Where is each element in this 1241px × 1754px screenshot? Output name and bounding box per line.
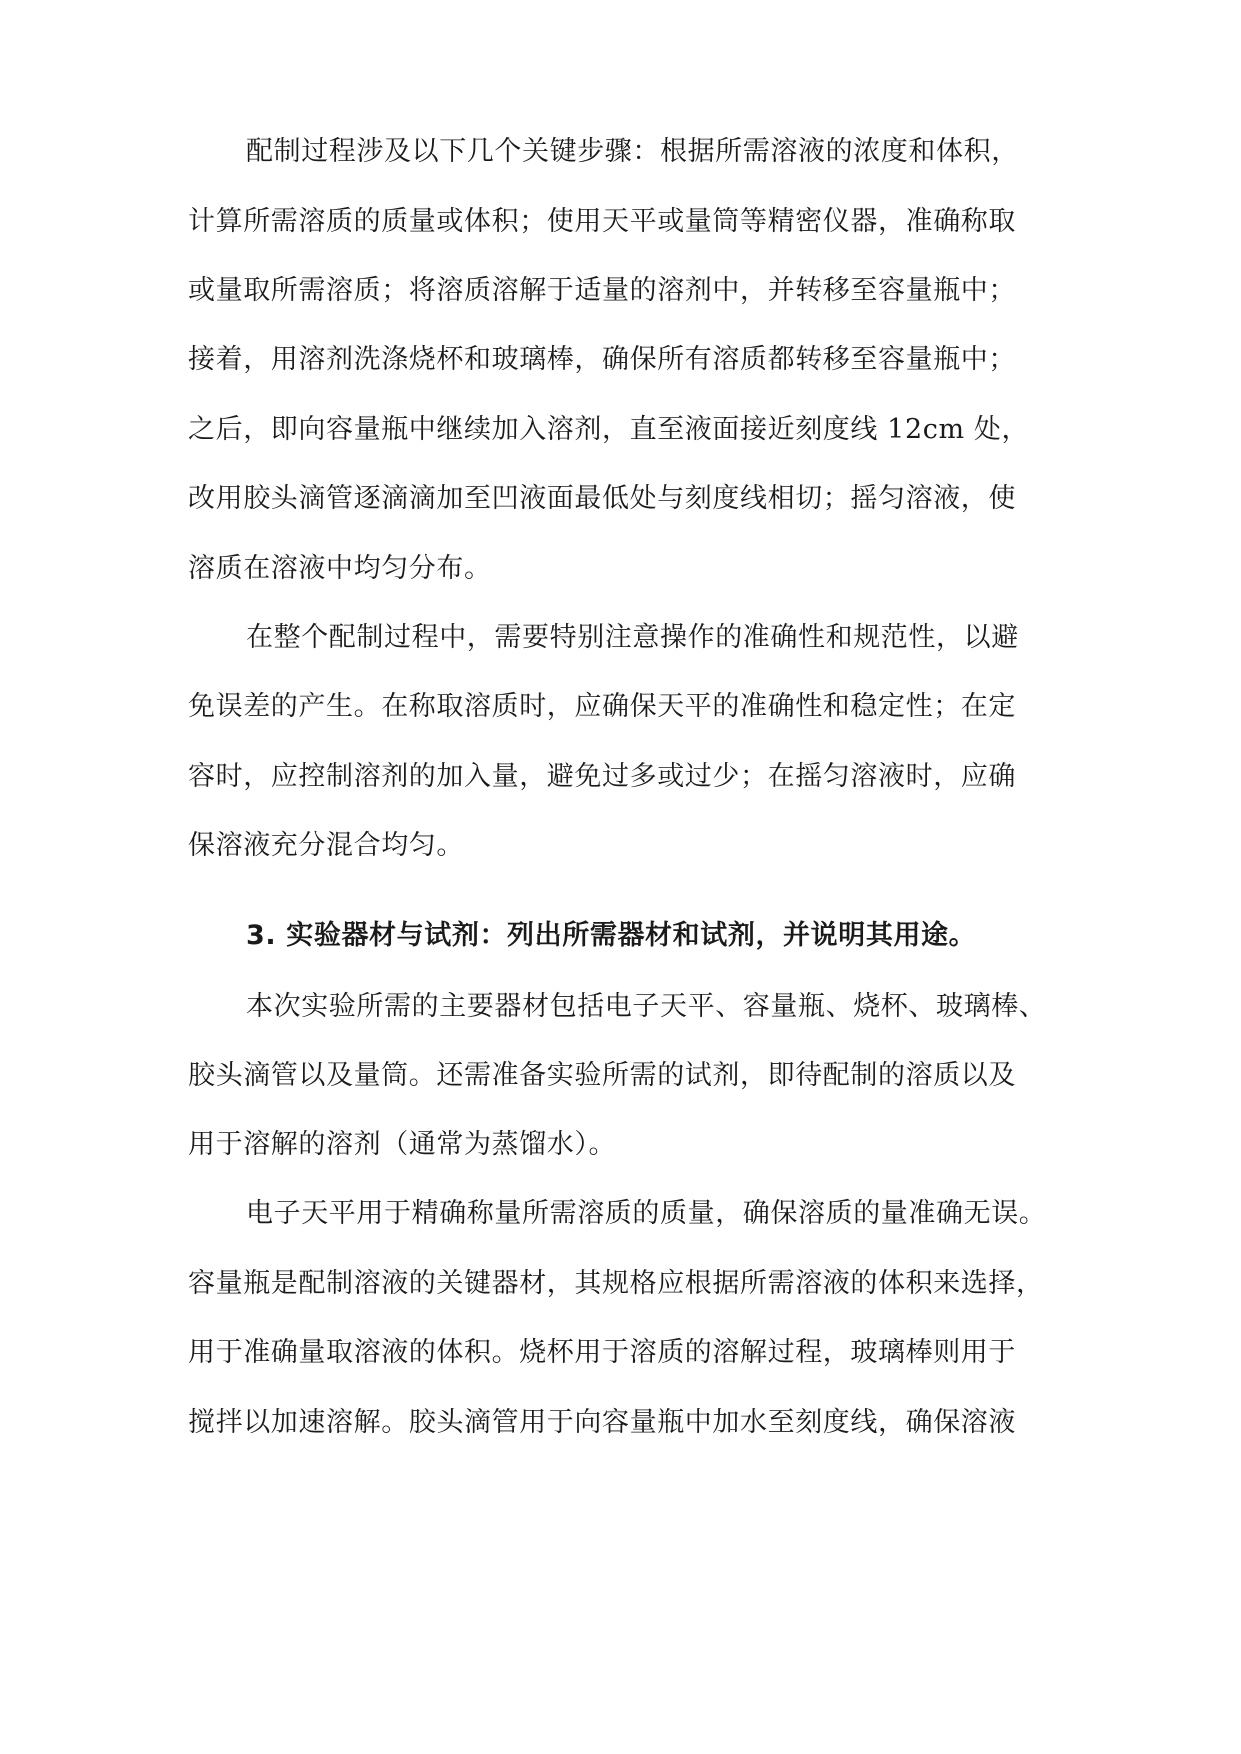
paragraph-1-line-5: 之后，即向容量瓶中继续加入溶剂，直至液面接近刻度线 12cm 处， (188, 414, 1030, 445)
paragraph-3-line-3: 用于溶解的溶剂（通常为蒸馏水）。 (188, 1129, 617, 1160)
paragraph-2-line-4: 保溶液充分混合均匀。 (188, 830, 464, 861)
section-heading: 3. 实验器材与试剂：列出所需器材和试剂，并说明其用途。 (246, 920, 977, 951)
paragraph-4-line-4: 搅拌以加速溶解。胶头滴管用于向容量瓶中加水至刻度线，确保溶液 (188, 1407, 1016, 1438)
paragraph-1-line-3: 或量取所需溶质；将溶质溶解于适量的溶剂中，并转移至容量瓶中； (188, 275, 1016, 306)
paragraph-1-line-2: 计算所需溶质的质量或体积；使用天平或量筒等精密仪器，准确称取 (188, 206, 1016, 237)
paragraph-1-line-6: 改用胶头滴管逐滴滴加至凹液面最低处与刻度线相切；摇匀溶液，使 (188, 483, 1016, 514)
paragraph-2-line-2: 免误差的产生。在称取溶质时，应确保天平的准确性和稳定性；在定 (188, 691, 1016, 722)
paragraph-3-line-2: 胶头滴管以及量筒。还需准备实验所需的试剂，即待配制的溶质以及 (188, 1060, 1016, 1091)
paragraph-2-line-3: 容时，应控制溶剂的加入量，避免过多或过少；在摇匀溶液时，应确 (188, 761, 1016, 792)
paragraph-1-line-4: 接着，用溶剂洗涤烧杯和玻璃棒，确保所有溶质都转移至容量瓶中； (188, 344, 1016, 375)
paragraph-4-line-2: 容量瓶是配制溶液的关键器材，其规格应根据所需溶液的体积来选择， (188, 1268, 1044, 1299)
paragraph-1-line-1: 配制过程涉及以下几个关键步骤：根据所需溶液的浓度和体积， (246, 136, 1019, 167)
paragraph-4-line-3: 用于准确量取溶液的体积。烧杯用于溶质的溶解过程，玻璃棒则用于 (188, 1337, 1016, 1368)
paragraph-4-line-1: 电子天平用于精确称量所需溶质的质量，确保溶质的量准确无误。 (246, 1198, 1047, 1229)
paragraph-2-line-1: 在整个配制过程中，需要特别注意操作的准确性和规范性，以避 (246, 622, 1019, 653)
paragraph-1-line-7: 溶质在溶液中均匀分布。 (188, 553, 492, 584)
paragraph-3-line-1: 本次实验所需的主要器材包括电子天平、容量瓶、烧杯、玻璃棒、 (246, 991, 1047, 1022)
